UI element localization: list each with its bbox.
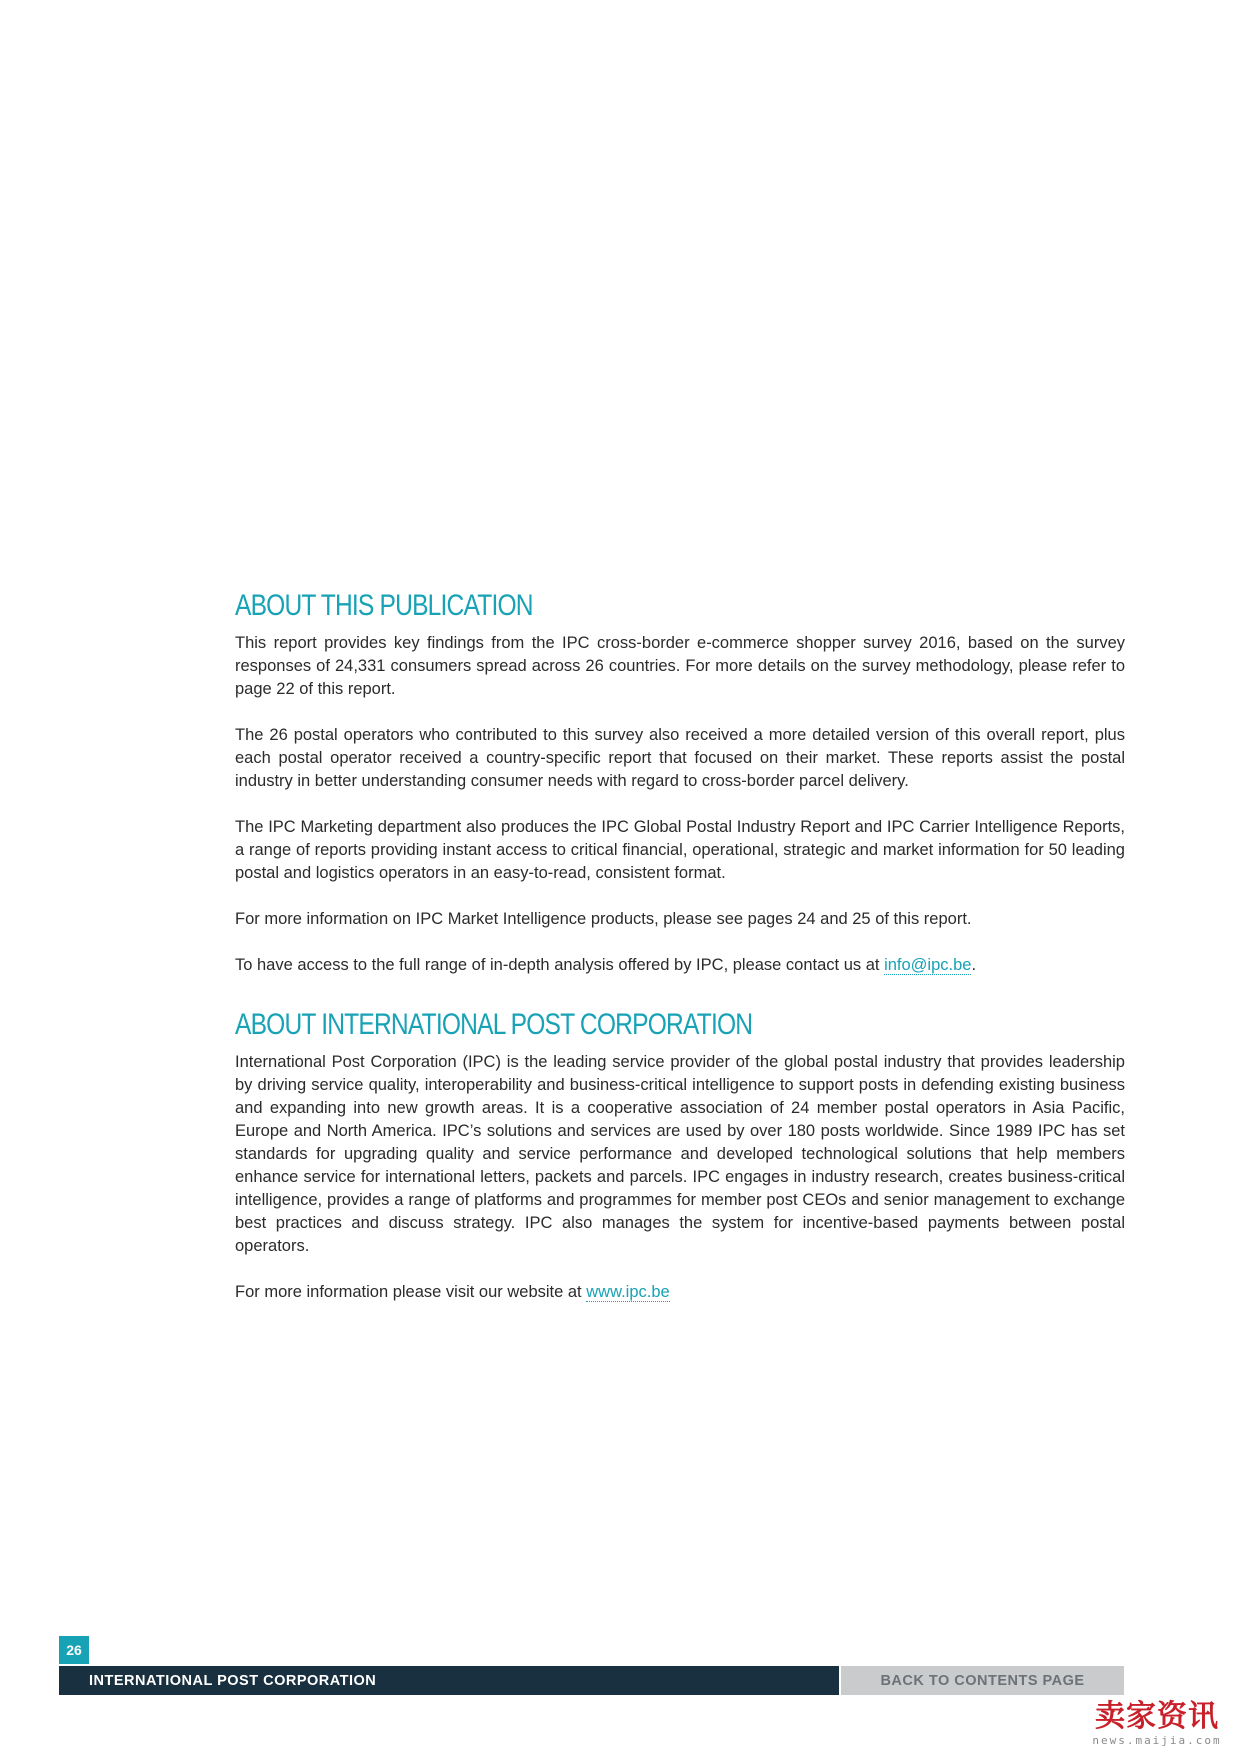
watermark-url-text: news.maijia.com [1092, 1734, 1222, 1747]
watermark-main-text: 卖家资讯 [1095, 1699, 1219, 1734]
email-link[interactable]: info@ipc.be [884, 956, 972, 974]
contact-suffix: . [971, 956, 977, 974]
about-publication-paragraph-1: This report provides key findings from the IPC cross-border e-commerce shopper survey 2016, based on the survey responses of 24,331 consumers spread across 26 countries. For more details on the survey methodology, please refer to page 22 of this report. [235, 634, 1125, 698]
about-publication-paragraph-4: For more information on IPC Market Intelligence products, please see pages 24 and 25 of this report. [235, 910, 972, 928]
about-publication-paragraph-2: The 26 postal operators who contributed to this survey also received a more detailed version of this overall report, plus each postal operator received a country-specific report that focused on their market. These reports assist the postal industry in better understanding consumer needs with regard to cross-border parcel delivery. [235, 726, 1125, 790]
back-to-contents-button[interactable] [841, 1666, 1124, 1695]
website-link[interactable]: www.ipc.be [586, 1283, 670, 1301]
about-ipc-paragraph-1: International Post Corporation (IPC) is the leading service provider of the global postal industry that provides leadership by driving service quality, interoperability and business-critical intelligence to support posts in defending existing business and expanding into new growth areas. It is a cooperative association of 24 member postal operators in Asia Pacific, Europe and North America. IPC’s solutions and services are used by over 180 posts worldwide. Since 1989 IPC has set standards for upgrading quality and service performance and developed technological solutions that help members enhance service for international letters, packets and parcels. IPC engages in industry research, creates business-critical intelligence, provides a range of platforms and programmes for member post CEOs and senior management to exchange best practices and discuss strategy. IPC also manages the system for incentive-based payments between postal operators. [235, 1053, 1125, 1255]
footer-org-bar [59, 1666, 839, 1695]
website-text: For more information please visit our website at [235, 1283, 587, 1301]
about-publication-paragraph-5 [235, 954, 1125, 977]
page-content [235, 588, 1125, 1304]
watermark-logo [1082, 1700, 1232, 1748]
footer-org-name: INTERNATIONAL POST CORPORATION [89, 1672, 377, 1689]
about-ipc-paragraph-2 [235, 1281, 1125, 1304]
contact-text: To have access to the full range of in-depth analysis offered by IPC, please contact us at [235, 956, 885, 974]
about-publication-paragraph-3: The IPC Marketing department also produces the IPC Global Postal Industry Report and IPC Carrier Intelligence Reports, a range of reports providing instant access to critical financial, operational, strategic and market information for 50 leading postal and logistics operators in an easy-to-read, consistent format. [235, 818, 1125, 882]
about-publication-heading: ABOUT THIS PUBLICATION [235, 589, 533, 622]
about-ipc-heading: ABOUT INTERNATIONAL POST CORPORATION [235, 1008, 753, 1041]
page-number-badge: 26 [59, 1636, 89, 1664]
back-to-contents-label: BACK TO CONTENTS PAGE [880, 1672, 1085, 1689]
